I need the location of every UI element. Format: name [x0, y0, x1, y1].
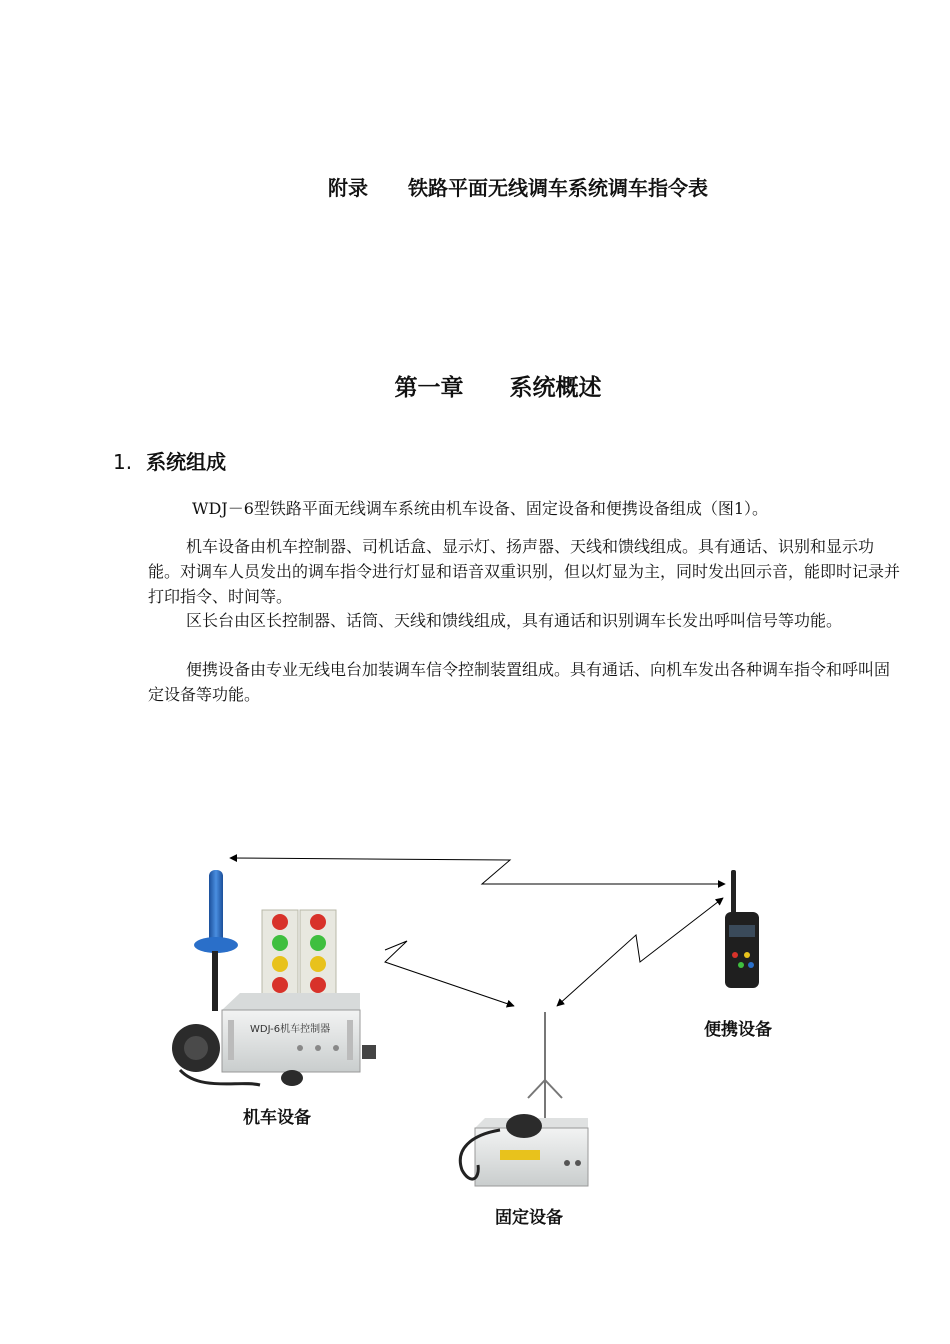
microphone-icon [506, 1114, 542, 1138]
caption-fixed-equipment: 固定设备 [495, 1208, 563, 1228]
appendix-title: 附录 铁路平面无线调车系统调车指令表 [328, 176, 708, 200]
fixed-equipment-image [460, 1012, 588, 1186]
portable-radio-image [725, 870, 759, 988]
paragraph-locomotive-equipment: 机车设备由机车控制器、司机话盒、显示灯、扬声器、天线和馈线组成。具有通话、识别和显示功能。对调车人员发出的调车指令进行灯显和语音双重识别，但以灯显为主，同时发出回示音，能即时记录并打印指令、时间等。 [148, 537, 901, 606]
section-number: 1. [113, 450, 133, 474]
paragraph-district-station: 区长台由区长控制器、话筒、天线和馈线组成，具有通话和识别调车长发出呼叫信号等功能。 [186, 611, 843, 630]
locomotive-antenna-icon [209, 870, 223, 944]
section-title: 系统组成 [146, 450, 227, 474]
radio-link-locomotive-fixed [385, 941, 514, 1006]
chapter-title: 第一章 系统概述 [394, 375, 602, 401]
radio-antenna-icon [731, 870, 736, 914]
controller-panel-label: WDJ-6机车控制器 [250, 1024, 331, 1035]
paragraph-portable-equipment: 便携设备由专业无线电台加装调车信令控制装置组成。具有通话、向机车发出各种调车指令和呼叫固定设备等功能。 [148, 660, 891, 704]
handset-icon [281, 1070, 303, 1086]
paragraph-system-intro: WDJ－6型铁路平面无线调车系统由机车设备、固定设备和便携设备组成（图1）。 [192, 499, 769, 518]
caption-locomotive-equipment: 机车设备 [243, 1108, 311, 1128]
caption-portable-equipment: 便携设备 [704, 1020, 772, 1040]
radio-link-fixed-portable [557, 898, 723, 1006]
radio-link-locomotive-portable [230, 858, 725, 884]
locomotive-equipment-image [172, 870, 376, 1086]
